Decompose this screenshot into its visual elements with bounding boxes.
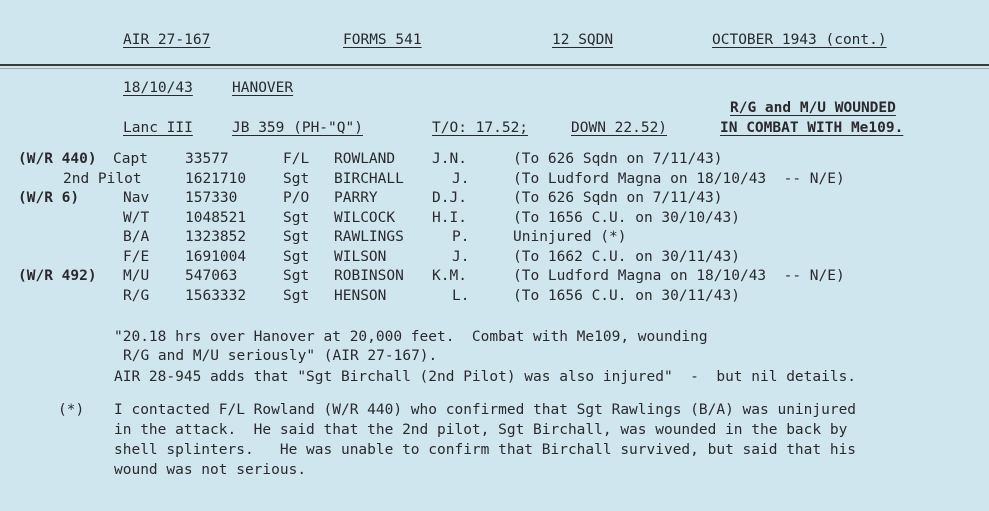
crew-initials: L. [452,288,470,304]
crew-fate: (To Ludford Magna on 18/10/43 -- N/E) [513,171,845,187]
crew-number: 1691004 [185,249,247,265]
crew-initials: D.J. [432,190,467,206]
footnote-marker: (*) [58,402,85,418]
crew-fate: (To 1656 C.U. on 30/10/43) [513,210,740,226]
crew-rank: Sgt [283,288,310,304]
crew-initials: H.I. [432,210,467,226]
crew-surname: ROBINSON [334,268,404,284]
crew-surname: WILCOCK [334,210,396,226]
crew-fate: (To 626 Sqdn on 7/11/43) [513,190,723,206]
header-sqdn: 12 SQDN [552,32,614,48]
footnote-line1: I contacted F/L Rowland (W/R 440) who confirmed that Sgt Rawlings (B/A) was uninjured [114,402,857,418]
crew-surname: HENSON [334,288,387,304]
crew-role: F/E [123,249,150,265]
crew-wr-ref: (W/R 440) [18,151,97,167]
header-forms: FORMS 541 [343,32,422,48]
crew-rank: Sgt [283,268,310,284]
crew-fate: (To 1662 C.U. on 30/11/43) [513,249,740,265]
sortie-target: HANOVER [232,80,294,96]
crew-fate: (To 626 Sqdn on 7/11/43) [513,151,723,167]
crew-role: B/A [123,229,150,245]
crew-rank: P/O [283,190,310,206]
crew-role: Nav [123,190,150,206]
crew-initials: J.N. [432,151,467,167]
crew-surname: PARRY [334,190,378,206]
crew-rank: F/L [283,151,310,167]
crew-number: 1323852 [185,229,247,245]
crew-rank: Sgt [283,249,310,265]
header-month: OCTOBER 1943 (cont.) [712,32,887,48]
sortie-takeoff: T/O: 17.52; [432,120,529,136]
crew-role: Capt [113,151,148,167]
air28-note: AIR 28-945 adds that "Sgt Birchall (2nd Pilot) was also injured" - but nil details. [114,369,857,385]
crew-role: 2nd Pilot [63,171,142,187]
sortie-status-line2: IN COMBAT WITH Me109. [720,120,904,136]
crew-surname: RAWLINGS [334,229,404,245]
sortie-serial: JB 359 (PH-"Q") [232,120,363,136]
crew-rank: Sgt [283,171,310,187]
crew-initials: J. [452,249,470,265]
crew-number: 1621710 [185,171,247,187]
crew-fate: (To Ludford Magna on 18/10/43 -- N/E) [513,268,845,284]
crew-fate: (To 1656 C.U. on 30/11/43) [513,288,740,304]
crew-role: W/T [123,210,150,226]
sortie-date: 18/10/43 [123,80,193,96]
crew-initials: J. [452,171,470,187]
quote-line1: "20.18 hrs over Hanover at 20,000 feet. Combat with Me109, wounding [114,329,708,345]
footnote-line3: shell splinters. He was unable to confirm that Birchall survived, but said that his [114,442,857,458]
crew-surname: BIRCHALL [334,171,404,187]
crew-initials: K.M. [432,268,467,284]
crew-rank: Sgt [283,210,310,226]
sortie-aircraft: Lanc III [123,120,193,136]
header-divider [0,64,989,66]
footnote-line4: wound was not serious. [114,462,307,478]
crew-role: R/G [123,288,150,304]
crew-number: 1048521 [185,210,247,226]
quote-line2: R/G and M/U seriously" (AIR 27-167). [123,348,438,364]
crew-number: 157330 [185,190,238,206]
crew-surname: WILSON [334,249,387,265]
crew-initials: P. [452,229,470,245]
crew-number: 1563332 [185,288,247,304]
sortie-down: DOWN 22.52) [571,120,668,136]
footnote-line2: in the attack. He said that the 2nd pilot, Sgt Birchall, was wounded in the back by [114,422,848,438]
crew-number: 33577 [185,151,229,167]
header-ref: AIR 27-167 [123,32,211,48]
crew-surname: ROWLAND [334,151,396,167]
crew-number: 547063 [185,268,238,284]
crew-role: M/U [123,268,150,284]
crew-wr-ref: (W/R 6) [18,190,80,206]
crew-wr-ref: (W/R 492) [18,268,97,284]
header-divider-shadow [0,68,989,69]
crew-fate: Uninjured (*) [513,229,627,245]
sortie-status-line1: R/G and M/U WOUNDED [730,100,896,116]
crew-rank: Sgt [283,229,310,245]
